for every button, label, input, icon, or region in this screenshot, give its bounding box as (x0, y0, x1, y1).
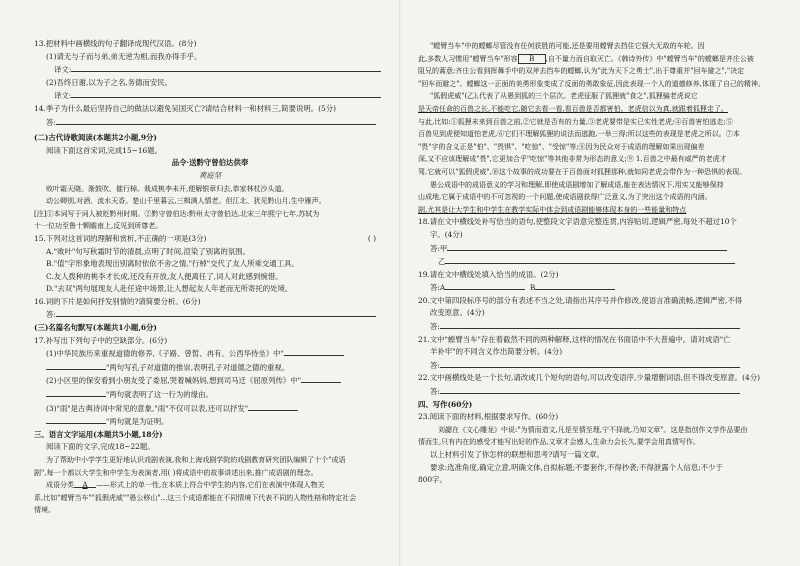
r-passage-10: 深,又不应该理解成"畏",它更加合乎"吃惊"等其他非常为形态的意义;⑨ 1.百兽之中最有威严的老虎才 (418, 155, 727, 164)
q19-line-b[interactable] (535, 281, 615, 290)
q17-part-2b: "两句就表明了这一行为的缘由。 (106, 390, 213, 400)
r-passage-4: "回车而避之"。螳螂这一正面的美勇形象变成了反面的勇敢象征,因此表现一个人的道德修养,体现了自己的精神。 (418, 79, 765, 88)
q21-answer-label: 答: (430, 360, 440, 370)
q21-title: 21.文中"螳臂当车"存在着截然不同的两种解释,这样的情况在书面语中不大普遍中。请对成语"亡 (418, 334, 731, 344)
q20-answer-line[interactable] (440, 320, 740, 329)
q13-title: 13.把材料中画横线的句子翻译成现代汉语。(8分) (34, 39, 197, 48)
q18-line-yi[interactable] (445, 255, 735, 264)
q15-option-a: A."败叶"句写秋霜时节的清晨,点明了时间,渲染了别离的氛围。 (46, 246, 250, 256)
q13-answer-label-2: 译文: (54, 91, 72, 101)
q18-title-cont: 字。(4分) (430, 229, 463, 239)
q16-answer-label: 答: (46, 310, 56, 320)
q15-option-b: B."值"字形象地表现出别离时依依不舍之情,"行棹"交代了友人所乘交通工具。 (46, 259, 299, 269)
q23-word-count: 800字。 (418, 475, 447, 485)
q13-sentence-2: (2)吾终日谢,以为子之名,务德而安民。 (46, 77, 173, 87)
r-passage-1: "螳臂当车"中的螳螂尽管没有任何获胜的可能,还是要用螳臂去挡住它强大无敌的车轮。因 (430, 42, 705, 50)
passage-line-3b: ——形式上的单一性,在本质上符合中学生的内容,它们在表演中体现人物关 (96, 481, 325, 490)
r-passage-14: 剧,尤其是让大学生和中学生在教学实际中体会到成语剧能够体现本身的一些能量和特点 (418, 205, 687, 214)
q17-blank-5[interactable] (248, 402, 298, 411)
q21-title-cont: 羊补牢"的不同含义作出简要分析。(4分) (430, 347, 563, 357)
q20-title-cont: 改变原意。(4分) (430, 308, 485, 318)
q20-title: 20.文中第四段标序号的部分有表述不当之处,请指出其序号并作修改,使语言准确流畅,逻辑严密,不得 (418, 295, 743, 305)
section-poetry-heading: (二)古代诗歌阅读(本题共2小题,9分) (34, 133, 157, 143)
q17-part-3: (3)"雨"是古典诗词中常见的意象,"雨"不仅可以表,还可以抒发" (46, 403, 249, 413)
q18-answer-jia: 答:甲 (430, 243, 448, 253)
q14-answer-label: 答: (46, 117, 56, 127)
q17-part-1: (1)中华民族历来重视道德的修养,《子路、曾皙、冉有、公西华侍坐》中" (46, 349, 284, 359)
poem-note-2: 十一位功至鲁十颗瞻南上,反见到所尊老。 (34, 222, 163, 231)
q21-answer-line[interactable] (440, 359, 740, 368)
r-passage-7: 与此,比如:①狐狸未来到百兽之前,②它就是否有的力量,③老虎要带是实已实性老虎;④百兽害怕逃走;⑤ (418, 117, 733, 126)
q22-title: 22.文中画横线处是一个长句,请改成几个短句的语句,可以改变语序,少量增删词语,但不得改变原意。(4分) (418, 373, 761, 383)
section-writing-heading: 四、写作(60分) (418, 399, 473, 409)
q14-title: 14.季子为什么最后坚持自己的做法以避免吴国灭亡?请结合材料一和材料三,简要说明。(5分) (34, 103, 336, 113)
poem-author: 黄庭坚 (198, 170, 222, 180)
q17-part-2: (2)小区里的保安看到小朋友受了委屈,哭着喊妈妈,想到司马迁《屈原列传》中" (46, 376, 302, 386)
poem-line-1: 败叶霜天晓。渐鼓吹、催行棹。栽成桃李未开,便解银章归去,恭家林杖沙头道。 (46, 184, 289, 193)
r-passage-13: 山成地,它属于成语中的不可忽视的一个问题,使成语剧获得广泛意义,为了突出这个成语的内涵。 (418, 193, 712, 202)
r-passage-9: "畏"字的含义正是"怕"、"畏惧"、"吃惊"、"受惊"等;⑧因为民众对于成语的理解如果出现偏差 (418, 142, 705, 151)
q22-answer-line[interactable] (440, 385, 740, 394)
q19-answer-b: B (529, 283, 536, 293)
poem-line-2: 动公卿别,对酒、流水天香。楚山千里暮云,三楫满人情老。但江北、犹见黔山月,生中雁声。 (46, 197, 326, 206)
q18-title: 18.请在文中横线处补写恰当的语句,使整段文字语意完整连贯,内容贴切,逻辑严密,每处不超过10个 (418, 217, 737, 227)
q19-answer-a: 答:A (430, 283, 446, 293)
q23-material-1: 刘勰在《文心雕龙》中说:"为情而造文,凡是至情至理,宁不择就,乃知文章"。这是指创作文学作品要由 (438, 425, 748, 434)
q15-answer-paren[interactable]: ( ) (367, 233, 376, 243)
q22-answer-label: 答: (430, 387, 440, 397)
r-passage-11: 驾,它就可以"狐假虎威",⑩这个故事的成功要在于百兽面对狐狸那种,就如同老虎会带作为一种恐惧的表现。 (418, 167, 747, 176)
q17-part-1b: "两句写孔子对道德的推崇,表明孔子对道德之德的重视。 (106, 362, 290, 372)
q16-title: 16.词的下片是如何抒发别情的?请简要分析。(6分) (34, 296, 201, 306)
q23-title: 23.阅读下面的材料,根据要求写作。(60分) (418, 412, 559, 422)
r-passage-6: 是天帝任命的百兽之长,不能吃它,随它去看一看,看百兽是否都害怕。老虎信以为真,就跟着狐狸走了。 (418, 104, 728, 113)
q23-material-2: 情而生,只有内在的感受才能写出好的作品,文章才会感人,生命力会长久,要学会用真情写作。 (418, 438, 700, 447)
right-page (400, 0, 800, 566)
q15-option-c: C.友人拨种的桃李才长成,还没有开放,友人便离任了,词人对此感到惋惜。 (46, 271, 283, 281)
q23-instruction: 以上材料引发了你怎样的联想和思考?请写一篇文章。 (430, 450, 604, 459)
q20-answer-label: 答: (430, 322, 440, 332)
q14-answer-line[interactable] (56, 116, 376, 125)
passage-line-5: 情境。 (34, 506, 55, 515)
q13-answer-line-1[interactable] (71, 63, 381, 72)
q17-blank-6[interactable] (46, 415, 106, 424)
r-blank-b[interactable]: B (518, 54, 546, 64)
q16-answer-line[interactable] (56, 308, 376, 317)
language-intro: 阅读下面的文字,完成18~22题。 (46, 442, 155, 452)
passage-line-2: 剧",每一个都以大学生和中学生为表演者,用( )将成语中的故事讲述出来,推广成语剧的理念。 (34, 468, 318, 477)
q17-title: 17.补写出下列句子中的空缺部分。(6分) (34, 335, 168, 345)
r-passage-5: "狐假虎威"(乙),代表了从愚到狐的三个层次。老虎征服了狐狸就"食之",狐狸骗老虎说它 (430, 92, 698, 101)
q13-sentence-1: (1)请无与子而与弟,弟无逆为相,而我亦得手乎。 (46, 51, 202, 61)
q19-line-a[interactable] (445, 281, 525, 290)
q17-blank-3[interactable] (301, 374, 341, 383)
q18-line-jia[interactable] (447, 242, 727, 251)
q15-title: 15.下列对这首词的理解和赏析,不正确的一项是(3分) (34, 233, 207, 243)
q17-blank-2[interactable] (46, 361, 106, 370)
passage-blank-a[interactable]: A (74, 479, 96, 488)
q17-blank-1[interactable] (284, 347, 344, 356)
poetry-intro: 阅读下面这首宋词,完成15~16题。 (46, 145, 163, 155)
q17-part-3b: "两句就是为证明。 (106, 417, 169, 427)
q18-answer-yi: 乙 (438, 257, 446, 267)
poem-title: 品令·送黔守曾伯达供奉 (171, 158, 249, 168)
q17-blank-4[interactable] (46, 388, 106, 397)
r-passage-12: 愚公成语中的成语意义的学习和理解,即使成语剧增加了解成语,能在表达情况下,用实又能够保持 (430, 180, 724, 189)
passage-line-3a: 成语分类 (46, 481, 74, 490)
r-passage-8: 百兽见到虎便知道怕老虎,⑥它们不理解狐狸的说法而逃跑,一举三得;所以这些的表现是老虎之所以。⑦本 (418, 130, 740, 139)
q15-option-d: D."去双"两句展现友人赴任途中场景,让人想起友人年老而无所寄托的处境。 (46, 284, 293, 294)
q19-title: 19.请在文中横线处填入恰当的成语。(2分) (418, 269, 559, 279)
section-language-heading: 三、语言文字运用(本题共5小题,18分) (34, 429, 163, 439)
r-passage-2: 此,多数人习惯用"螳臂当车"形容 (418, 54, 518, 63)
passage-line-1: 为了帮助中小学学生更好地认识戏剧表演,我和上海戏剧学院的戏剧教育研究团队编辑了十个"成语 (46, 456, 346, 464)
poem-note-1: [注]①本词写于词人被贬黔州时期。②黔守曾伯达:黔州太守曾伯达,北宋三年熙宁七年,苏轼为 (34, 209, 320, 218)
r-passage-2b: ,自不量力而自取灭亡。《韩诗外传》中"螳臂当车"的螳螂是齐庄公被 (545, 54, 754, 63)
q13-answer-line-2[interactable] (71, 89, 381, 98)
section-recitation-heading: (三)名篇名句默写(本题共1小题,6分) (34, 323, 157, 333)
q23-requirements: 要求:选准角度,确定立意,明确文体,自拟标题;不要套作,不得抄袭;不得泄露个人信息;不少于 (430, 462, 723, 472)
r-passage-3: 阻兄的蒿意;齐庄公看到挥舞手中的双斧去挡车的螳螂,认为"此为天下之勇士",出于尊重并"回车避之","决定 (418, 67, 745, 76)
passage-line-4: 系,比如"螳臂当车""狐假虎威""愚公移山"...这三个成语都能在不同情境下代表不同的人物性格和特定社会 (34, 493, 357, 502)
q13-answer-label-1: 译文: (54, 65, 72, 75)
